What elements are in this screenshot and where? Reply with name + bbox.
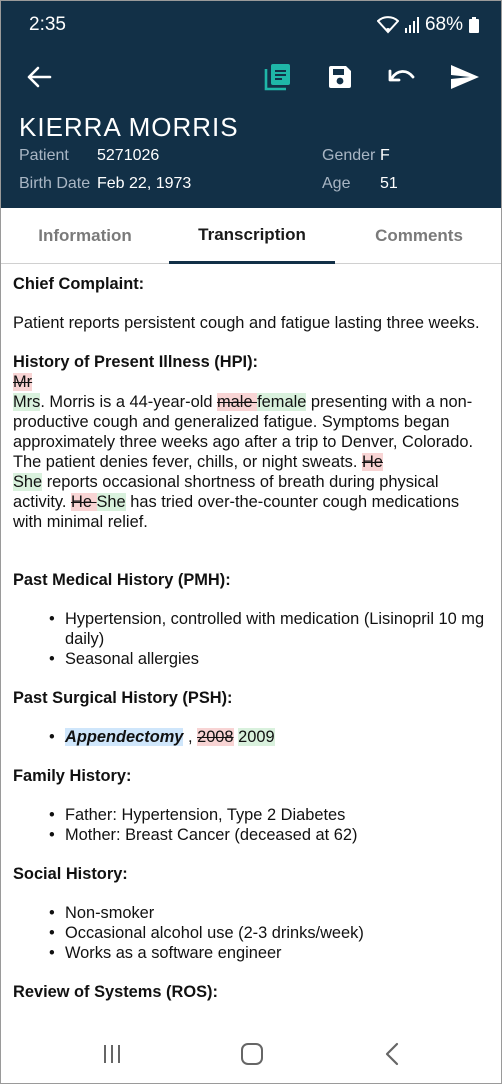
save-button[interactable] [322, 59, 358, 95]
send-icon [450, 64, 480, 90]
list-item: • Mother: Breast Cancer (deceased at 62) [13, 825, 491, 845]
battery-icon [469, 17, 479, 33]
deleted-text: male [217, 393, 258, 411]
signal-icon [405, 17, 419, 33]
pmh-list [13, 609, 491, 669]
list-item: • Non-smoker [13, 903, 491, 923]
home-button[interactable] [237, 1041, 267, 1067]
status-icons [377, 14, 479, 36]
system-navigation-bar [1, 1021, 502, 1084]
psh-heading: Past Surgical History (PSH): [13, 689, 233, 707]
tab-information[interactable]: Information [38, 226, 132, 245]
inserted-text: She [13, 473, 43, 491]
chief-complaint-heading: Chief Complaint: [13, 275, 145, 293]
list-item: • Father: Hypertension, Type 2 Diabetes [13, 805, 491, 825]
inserted-text: She [96, 493, 126, 511]
wifi-icon [377, 16, 399, 34]
tab-bar [1, 208, 502, 264]
undo-icon [388, 66, 416, 88]
document-list-icon [263, 62, 293, 92]
inserted-text: female [257, 393, 307, 411]
social-history-list [13, 903, 491, 963]
patient-id-value: 5271026 [97, 147, 160, 164]
list-item: • Hypertension, controlled with medication (Lisinopril 10 mg daily) [13, 609, 491, 649]
inserted-text: Mrs [13, 393, 41, 411]
back-button[interactable] [21, 59, 57, 95]
psh-list [13, 727, 491, 747]
social-history-heading: Social History: [13, 865, 128, 883]
deleted-text: 2008 [197, 728, 234, 746]
hpi-text: has tried over-the-counter cough medications with minimal relief. [13, 493, 460, 531]
separator-text: , [183, 728, 198, 746]
document-list-button[interactable] [260, 59, 296, 95]
deleted-text: He [70, 493, 97, 511]
system-back-button[interactable] [377, 1041, 407, 1067]
status-time: 2:35 [29, 14, 66, 35]
tab-comments[interactable]: Comments [375, 226, 463, 245]
gender-value: F [380, 147, 390, 164]
status-bar [1, 1, 502, 51]
gender-label: Gender [322, 147, 376, 164]
hpi-text: reports occasional shortness of breath during physical activity. [13, 473, 439, 511]
patient-id-label: Patient [19, 147, 69, 164]
undo-button[interactable] [384, 59, 420, 95]
age-label: Age [322, 175, 351, 192]
inserted-text: 2009 [238, 728, 275, 746]
battery-level: 68% [424, 14, 463, 35]
deleted-text: Mr [13, 373, 33, 391]
save-icon [327, 64, 353, 90]
transcription-document[interactable] [13, 264, 491, 1021]
chief-complaint-text: Patient reports persistent cough and fatigue lasting three weeks. [13, 314, 480, 332]
home-icon [240, 1042, 264, 1066]
list-item: • Works as a software engineer [13, 943, 491, 963]
hpi-text: . Morris is a 44-year-old [40, 393, 218, 411]
list-item [13, 727, 491, 747]
toolbar [1, 53, 502, 101]
hpi-deleted-line [13, 372, 491, 392]
back-arrow-icon [26, 66, 52, 88]
birth-date-value: Feb 22, 1973 [97, 175, 192, 192]
birth-date-label: Birth Date [19, 175, 91, 192]
tab-transcription[interactable]: Transcription [169, 208, 335, 264]
back-icon [384, 1042, 400, 1066]
hpi-text: presenting with a non-productive cough and generalized fatigue. Symptoms began approximately three weeks ago after a trip to Denver, Colorado. The patient denies fever, chills, or night sweats. [13, 393, 474, 471]
list-item: • Seasonal allergies [13, 649, 491, 669]
ros-heading: Review of Systems (ROS): [13, 983, 218, 1001]
family-history-list [13, 805, 491, 845]
list-item: • Occasional alcohol use (2-3 drinks/week) [13, 923, 491, 943]
recent-apps-icon [101, 1043, 123, 1065]
highlighted-text: Appendectomy [65, 728, 184, 746]
deleted-text: He [361, 453, 383, 471]
header [1, 1, 502, 208]
send-button[interactable] [447, 59, 483, 95]
recent-apps-button[interactable] [97, 1041, 127, 1067]
pmh-heading: Past Medical History (PMH): [13, 571, 231, 589]
family-history-heading: Family History: [13, 767, 132, 785]
hpi-heading: History of Present Illness (HPI): [13, 353, 259, 371]
patient-name: KIERRA MORRIS [19, 112, 239, 142]
age-value: 51 [380, 175, 398, 192]
hpi-paragraph [13, 392, 491, 532]
